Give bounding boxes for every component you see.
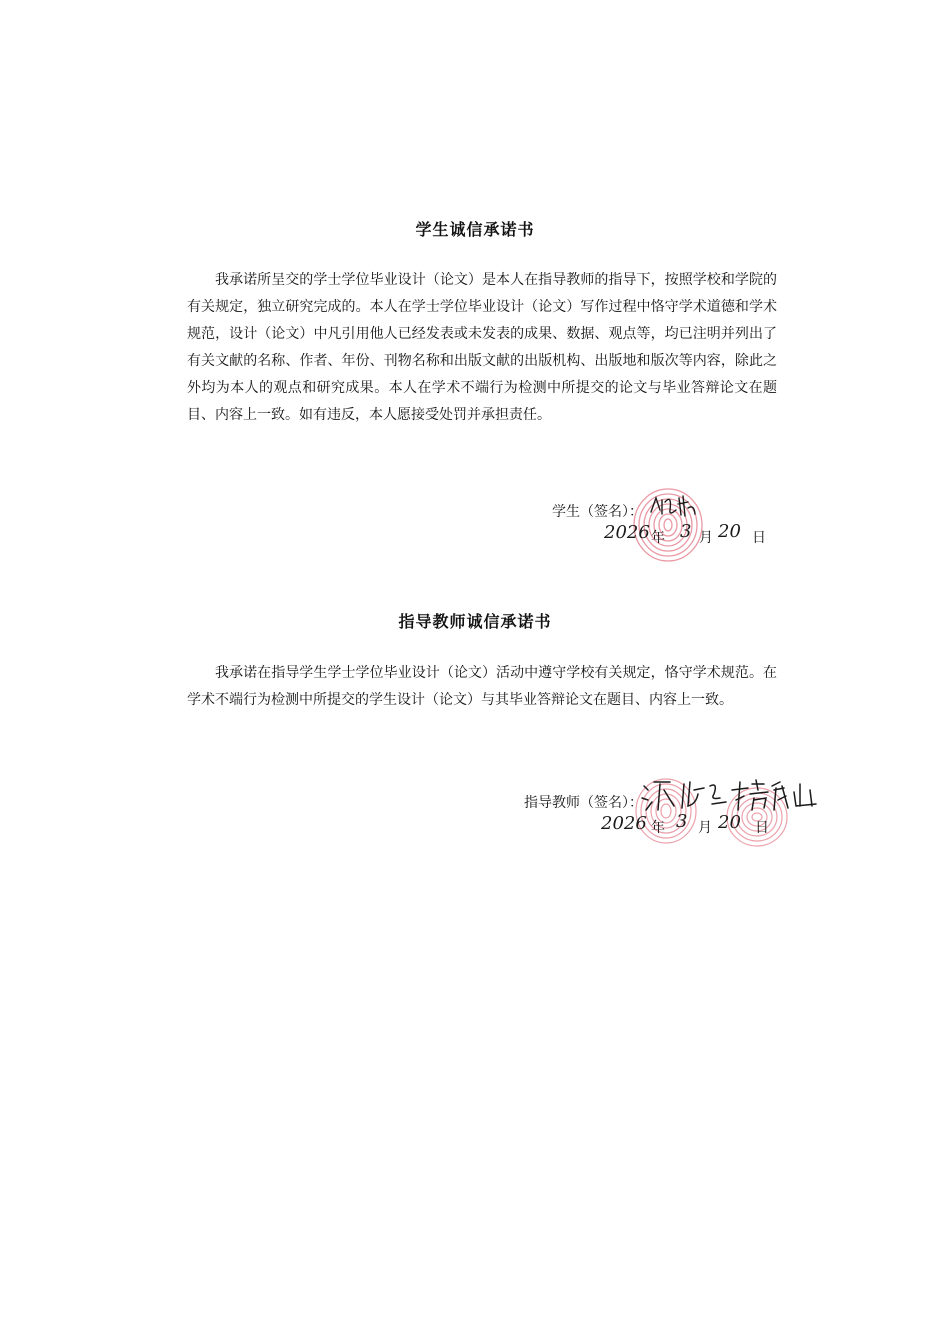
advisor-date-day: 20 [718, 812, 741, 833]
advisor-date-month-unit: 月 [698, 820, 712, 836]
student-signature-label: 学生（签名）： [552, 504, 643, 520]
advisor-handwritten-signature [640, 776, 820, 814]
student-handwritten-signature [648, 490, 698, 520]
student-pledge-body: 我承诺所呈交的学士学位毕业设计（论文）是本人在指导教师的指导下，按照学校和学院的有关规定，独立研究完成的。本人在学士学位毕业设计（论文）写作过程中恪守学术道德和学术规范，设计（论文）中凡引用他人已经发表或未发表的成果、数据、观点等，均已注明并列出了有关文献的名称、作者、年份、刊物名称和出版文献的出版机构、出版地和版次等内容，除此之外均为本人的观点和研究成果。本人在学术不端行为检测中所提交的论文与毕业答辩论文在题目、内容上一致。如有违反，本人愿接受处罚并承担责任。 [187, 272, 777, 423]
advisor-date-year: 2026 [601, 813, 647, 834]
student-date-month: 3 [680, 521, 692, 542]
student-date-month-unit: 月 [699, 530, 713, 546]
advisor-signature-label: 指导教师（签名）： [524, 795, 643, 811]
advisor-pledge-body: 我承诺在指导学生学士学位毕业设计（论文）活动中遵守学校有关规定，恪守学术规范。在学术不端行为检测中所提交的学生设计（论文）与其毕业答辩论文在题目、内容上一致。 [187, 665, 777, 708]
advisor-date-year-unit: 年 [651, 820, 665, 836]
advisor-pledge-title: 指导教师诚信承诺书 [398, 612, 552, 631]
student-date-day: 20 [718, 521, 741, 542]
student-date-year-unit: 年 [651, 530, 665, 546]
student-date-year: 2026 [604, 522, 650, 543]
student-pledge-title: 学生诚信承诺书 [415, 220, 535, 239]
student-date-day-unit: 日 [752, 530, 766, 546]
advisor-date-day-unit: 日 [755, 820, 769, 836]
advisor-date-month: 3 [676, 811, 688, 832]
